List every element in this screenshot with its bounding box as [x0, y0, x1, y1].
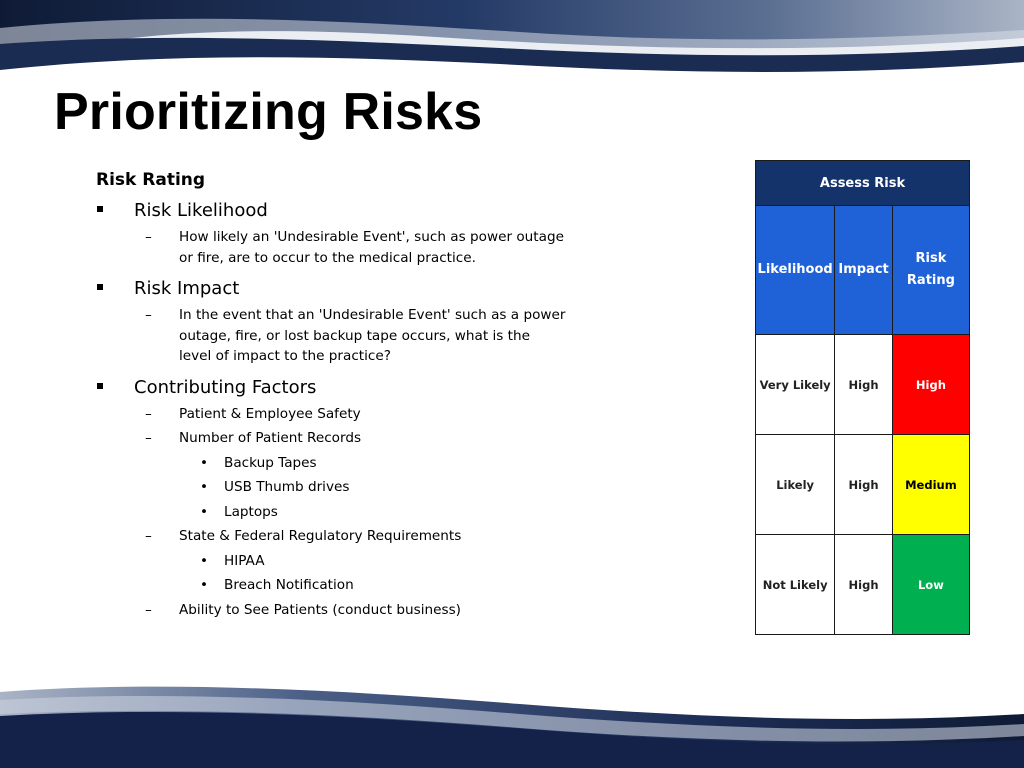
- sub-bullet: – Ability to See Patients (conduct business): [96, 600, 566, 621]
- assess-risk-table: [755, 160, 970, 635]
- sub-bullet: – How likely an 'Undesirable Event', such as power outage or fire, are to occur to the medical practice.: [145, 229, 564, 266]
- table-row: [756, 335, 970, 435]
- sub-bullet: – Number of Patient Records: [96, 428, 566, 449]
- sub-sub-bullet: • HIPAA: [96, 551, 566, 572]
- bullet-risk-impact: Risk Impact: [96, 278, 566, 299]
- impact-cell: High: [835, 435, 893, 535]
- section-heading: Risk Rating: [96, 170, 206, 190]
- impact-cell: High: [835, 335, 893, 435]
- column-header-impact: Impact: [835, 206, 893, 335]
- table-row: [756, 535, 970, 635]
- impact-cell: High: [835, 535, 893, 635]
- sub-bullet: – State & Federal Regulatory Requirements: [96, 526, 566, 547]
- sub-bullet: – In the event that an 'Undesirable Event' such as a power outage, fire, or lost backup tape occurs, what is the level of impact to the practice?: [145, 307, 566, 364]
- dash-bullet-icon: –: [145, 229, 152, 245]
- dash-bullet-icon: –: [145, 601, 152, 618]
- dot-bullet-icon: •: [200, 552, 209, 569]
- column-header-likelihood: Likelihood: [756, 206, 835, 335]
- dash-bullet-icon: –: [145, 405, 152, 422]
- dash-bullet-icon: –: [145, 528, 152, 544]
- bullet-content: [96, 170, 566, 624]
- sub-sub-bullet: • Breach Notification: [96, 575, 566, 596]
- dot-bullet-icon: •: [200, 503, 209, 520]
- rating-cell: Medium: [892, 435, 969, 535]
- bullet-risk-likelihood: Risk Likelihood: [96, 200, 566, 221]
- sub-sub-bullet: • Laptops: [96, 502, 566, 523]
- likelihood-cell: Not Likely: [756, 535, 835, 635]
- sub-sub-bullet: • USB Thumb drives: [96, 477, 566, 498]
- dot-bullet-icon: •: [200, 479, 209, 495]
- square-bullet-icon: [97, 284, 103, 290]
- dash-bullet-icon: –: [145, 430, 152, 446]
- rating-cell: High: [892, 335, 969, 435]
- sub-bullet: – Patient & Employee Safety: [96, 404, 566, 425]
- square-bullet-icon: [97, 206, 103, 212]
- dot-bullet-icon: •: [200, 577, 209, 593]
- slide-title: Prioritizing Risks: [54, 83, 483, 141]
- rating-cell: Low: [892, 535, 969, 635]
- table-title: Assess Risk: [756, 161, 970, 206]
- likelihood-cell: Likely: [756, 435, 835, 535]
- table-row: [756, 435, 970, 535]
- dash-bullet-icon: –: [145, 307, 152, 323]
- square-bullet-icon: [97, 383, 103, 389]
- sub-sub-bullet: • Backup Tapes: [96, 453, 566, 474]
- bullet-contributing-factors: Contributing Factors: [96, 377, 566, 398]
- likelihood-cell: Very Likely: [756, 335, 835, 435]
- dot-bullet-icon: •: [200, 454, 209, 471]
- column-header-risk-rating: Risk Rating: [892, 206, 969, 335]
